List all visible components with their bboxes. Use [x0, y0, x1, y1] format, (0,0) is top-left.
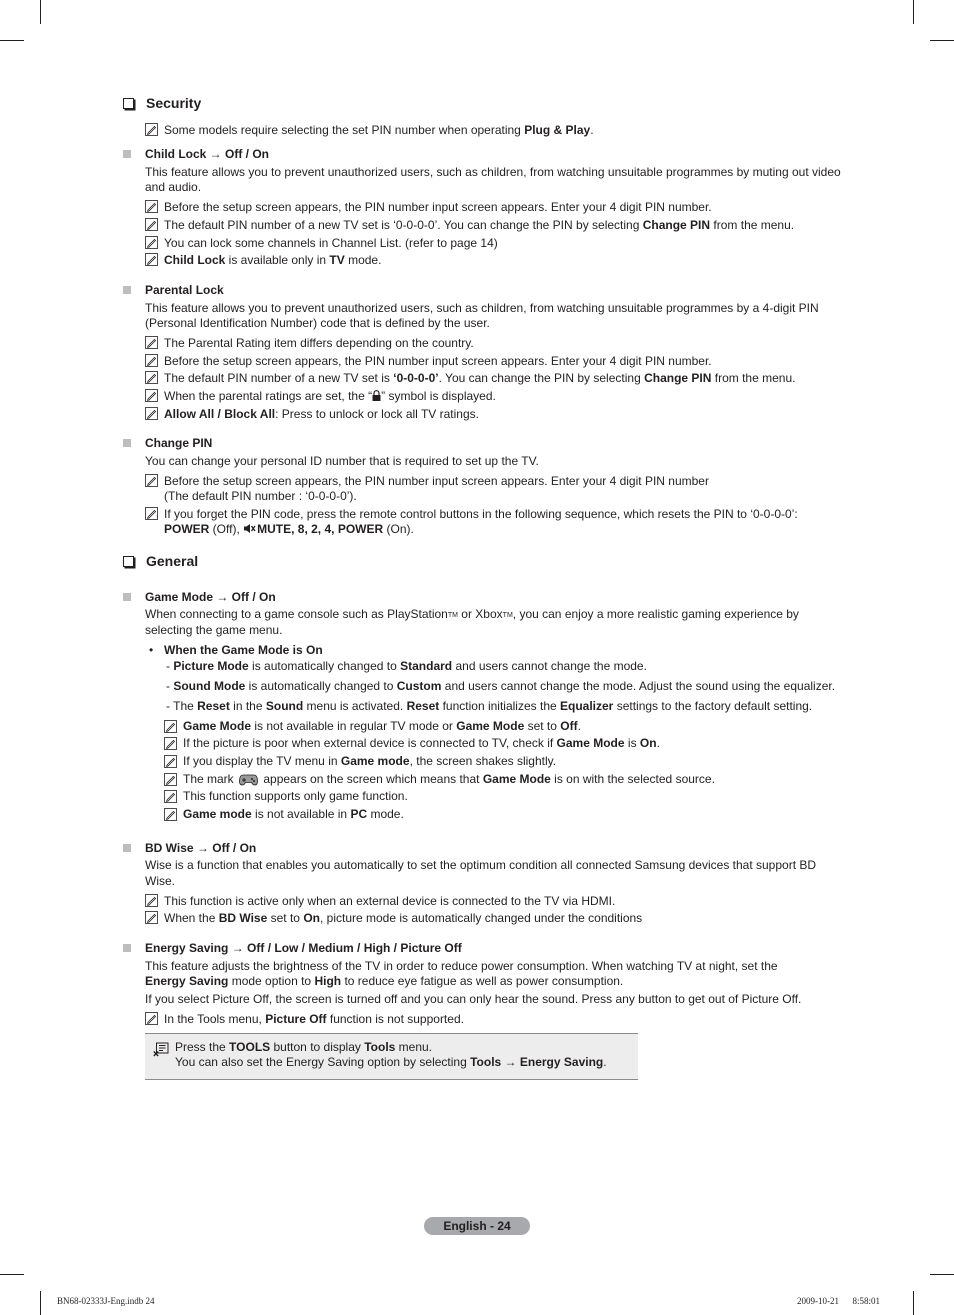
paragraph-text: If you select Picture Off, the screen is turned off and you can only hear the sound. Press any button to get out of Picture Off.: [145, 992, 802, 1006]
note-icon: [145, 371, 158, 384]
square-bullet-icon: [123, 844, 131, 852]
section-title-security: Security: [123, 95, 201, 111]
list-item: - Sound Mode is automatically changed to Custom and users cannot change the mode. Adjust the sound using the equalizer.: [166, 679, 836, 693]
tip-text: You can also set the Energy Saving option by selecting Tools → Energy Saving.: [175, 1055, 607, 1069]
note-text: When the parental ratings are set, the “ ” symbol is displayed.: [164, 389, 496, 403]
crop-mark: [40, 1291, 41, 1315]
note-text: The mark appears on the screen which means that Game Mode is on with the selected source.: [183, 772, 715, 786]
subheading-game-mode: Game Mode → Off / On: [145, 590, 276, 604]
note-icon: [164, 790, 177, 803]
note-text: Game Mode is not available in regular TV mode or Game Mode set to Off.: [183, 719, 581, 733]
note-icon: [145, 911, 158, 924]
note-text: POWER (Off), MUTE, 8, 2, 4, POWER (On).: [164, 522, 414, 536]
crop-mark: [930, 1274, 954, 1275]
note-text: When the BD Wise set to On, picture mode is automatically changed under the conditions: [164, 911, 643, 925]
note-icon: [145, 336, 158, 349]
note-icon: [164, 755, 177, 768]
paragraph-text: Wise is a function that enables you automatically to set the optimum condition all connected Samsung devices that support BD: [145, 858, 817, 872]
section-title-general: General: [123, 553, 198, 569]
note-text: If you forget the PIN code, press the remote control buttons in the following sequence, which resets the PIN to ‘0-0-0-0’:: [164, 507, 798, 521]
note-icon: [145, 123, 158, 136]
file-imprint: BN68-02333J-Eng.indb 24: [57, 1296, 155, 1306]
subheading-bd-wise: BD Wise → Off / On: [145, 841, 257, 855]
note-text: Child Lock is available only in TV mode.: [164, 253, 382, 267]
subheading-child-lock: Child Lock → Off / On: [145, 147, 269, 161]
note-icon: [164, 773, 177, 786]
gamepad-icon: [239, 773, 258, 786]
square-bullet-icon: [123, 593, 131, 601]
subheading-change-pin: Change PIN: [145, 436, 213, 450]
crop-mark: [913, 1291, 914, 1315]
square-bullet-icon: [123, 150, 131, 158]
mute-icon: [243, 523, 256, 534]
note-text: Before the setup screen appears, the PIN number input screen appears. Enter your 4 digit PIN number: [164, 474, 709, 488]
list-item: - Picture Mode is automatically changed to Standard and users cannot change the mode.: [166, 659, 647, 673]
subheading-energy-saving: Energy Saving → Off / Low / Medium / High / Picture Off: [145, 941, 462, 955]
tip-text: Press the TOOLS button to display Tools menu.: [175, 1040, 433, 1054]
paragraph-text: (Personal Identification Number) code that is defined by the user.: [145, 316, 490, 330]
tools-icon: [153, 1042, 169, 1057]
crop-mark: [913, 0, 914, 24]
paragraph-text: Wise.: [145, 874, 175, 888]
note-text: The default PIN number of a new TV set is ‘0-0-0-0’. You can change the PIN by selecting Change PIN from the menu.: [164, 218, 795, 232]
page-number-badge: English - 24: [424, 1217, 530, 1235]
square-bullet-icon: [123, 944, 131, 952]
paragraph-text: selecting the game menu.: [145, 623, 283, 637]
paragraph-text: and audio.: [145, 180, 202, 194]
subheading-parental-lock: Parental Lock: [145, 283, 224, 297]
note-icon: [164, 737, 177, 750]
note-icon: [145, 389, 158, 402]
note-icon: [145, 253, 158, 266]
note-text: Allow All / Block All: Press to unlock or lock all TV ratings.: [164, 407, 479, 421]
crop-mark: [930, 40, 954, 41]
crop-mark: [0, 40, 24, 41]
note-icon: [164, 808, 177, 821]
note-text: Game mode is not available in PC mode.: [183, 807, 404, 821]
note-text: The Parental Rating item differs depending on the country.: [164, 336, 474, 350]
paragraph-text: This feature adjusts the brightness of the TV in order to reduce power consumption. When watching TV at night, set the: [145, 959, 778, 973]
note-text: Before the setup screen appears, the PIN number input screen appears. Enter your 4 digit PIN number.: [164, 200, 712, 214]
note-text: The default PIN number of a new TV set is ‘0-0-0-0’. You can change the PIN by selecting Change PIN from the menu.: [164, 371, 796, 385]
crop-mark: [0, 1274, 24, 1275]
note-text: Some models require selecting the set PIN number when operating Plug & Play.: [164, 123, 594, 137]
paragraph-text: This feature allows you to prevent unauthorized users, such as children, from watching unsuitable programmes by a 4-digit PIN: [145, 301, 819, 315]
paragraph-text: This feature allows you to prevent unauthorized users, such as children, from watching unsuitable programmes by muting out video: [145, 165, 841, 179]
note-icon: [145, 474, 158, 487]
note-icon: [145, 218, 158, 231]
checkbox-bullet-icon: [123, 556, 134, 567]
note-icon: [145, 507, 158, 520]
square-bullet-icon: [123, 439, 131, 447]
paragraph-text: When connecting to a game console such as PlayStationTM or XboxTM, you can enjoy a more realistic gaming experience by: [145, 607, 799, 621]
note-text: If you display the TV menu in Game mode, the screen shakes slightly.: [183, 754, 557, 768]
crop-mark: [40, 0, 41, 24]
note-text: In the Tools menu, Picture Off function is not supported.: [164, 1012, 464, 1026]
note-icon: [145, 407, 158, 420]
note-icon: [145, 894, 158, 907]
bullet-text: When the Game Mode is On: [164, 643, 323, 657]
note-text: You can lock some channels in Channel List. (refer to page 14): [164, 236, 498, 250]
lock-icon: [372, 390, 381, 401]
paragraph-text: You can change your personal ID number that is required to set up the TV.: [145, 454, 539, 468]
square-bullet-icon: [123, 286, 131, 294]
note-text: This function supports only game function.: [183, 789, 408, 803]
date-imprint: 2009-10-21 8:58:01: [797, 1296, 880, 1306]
note-icon: [164, 720, 177, 733]
note-text: If the picture is poor when external device is connected to TV, check if Game Mode is On.: [183, 736, 660, 750]
note-icon: [145, 236, 158, 249]
bullet-dot: •: [149, 643, 154, 657]
list-item: - The Reset in the Sound menu is activated. Reset function initializes the Equalizer settings to the factory default setting.: [166, 699, 813, 713]
note-icon: [145, 1012, 158, 1025]
note-icon: [145, 200, 158, 213]
note-icon: [145, 354, 158, 367]
note-text: Before the setup screen appears, the PIN number input screen appears. Enter your 4 digit PIN number.: [164, 354, 712, 368]
paragraph-text: Energy Saving mode option to High to reduce eye fatigue as well as power consumption.: [145, 974, 624, 988]
tools-tip-box: [145, 1033, 638, 1080]
checkbox-bullet-icon: [123, 98, 134, 109]
note-text: This function is active only when an external device is connected to the TV via HDMI.: [164, 894, 616, 908]
note-text: (The default PIN number : ‘0-0-0-0’).: [164, 489, 357, 503]
